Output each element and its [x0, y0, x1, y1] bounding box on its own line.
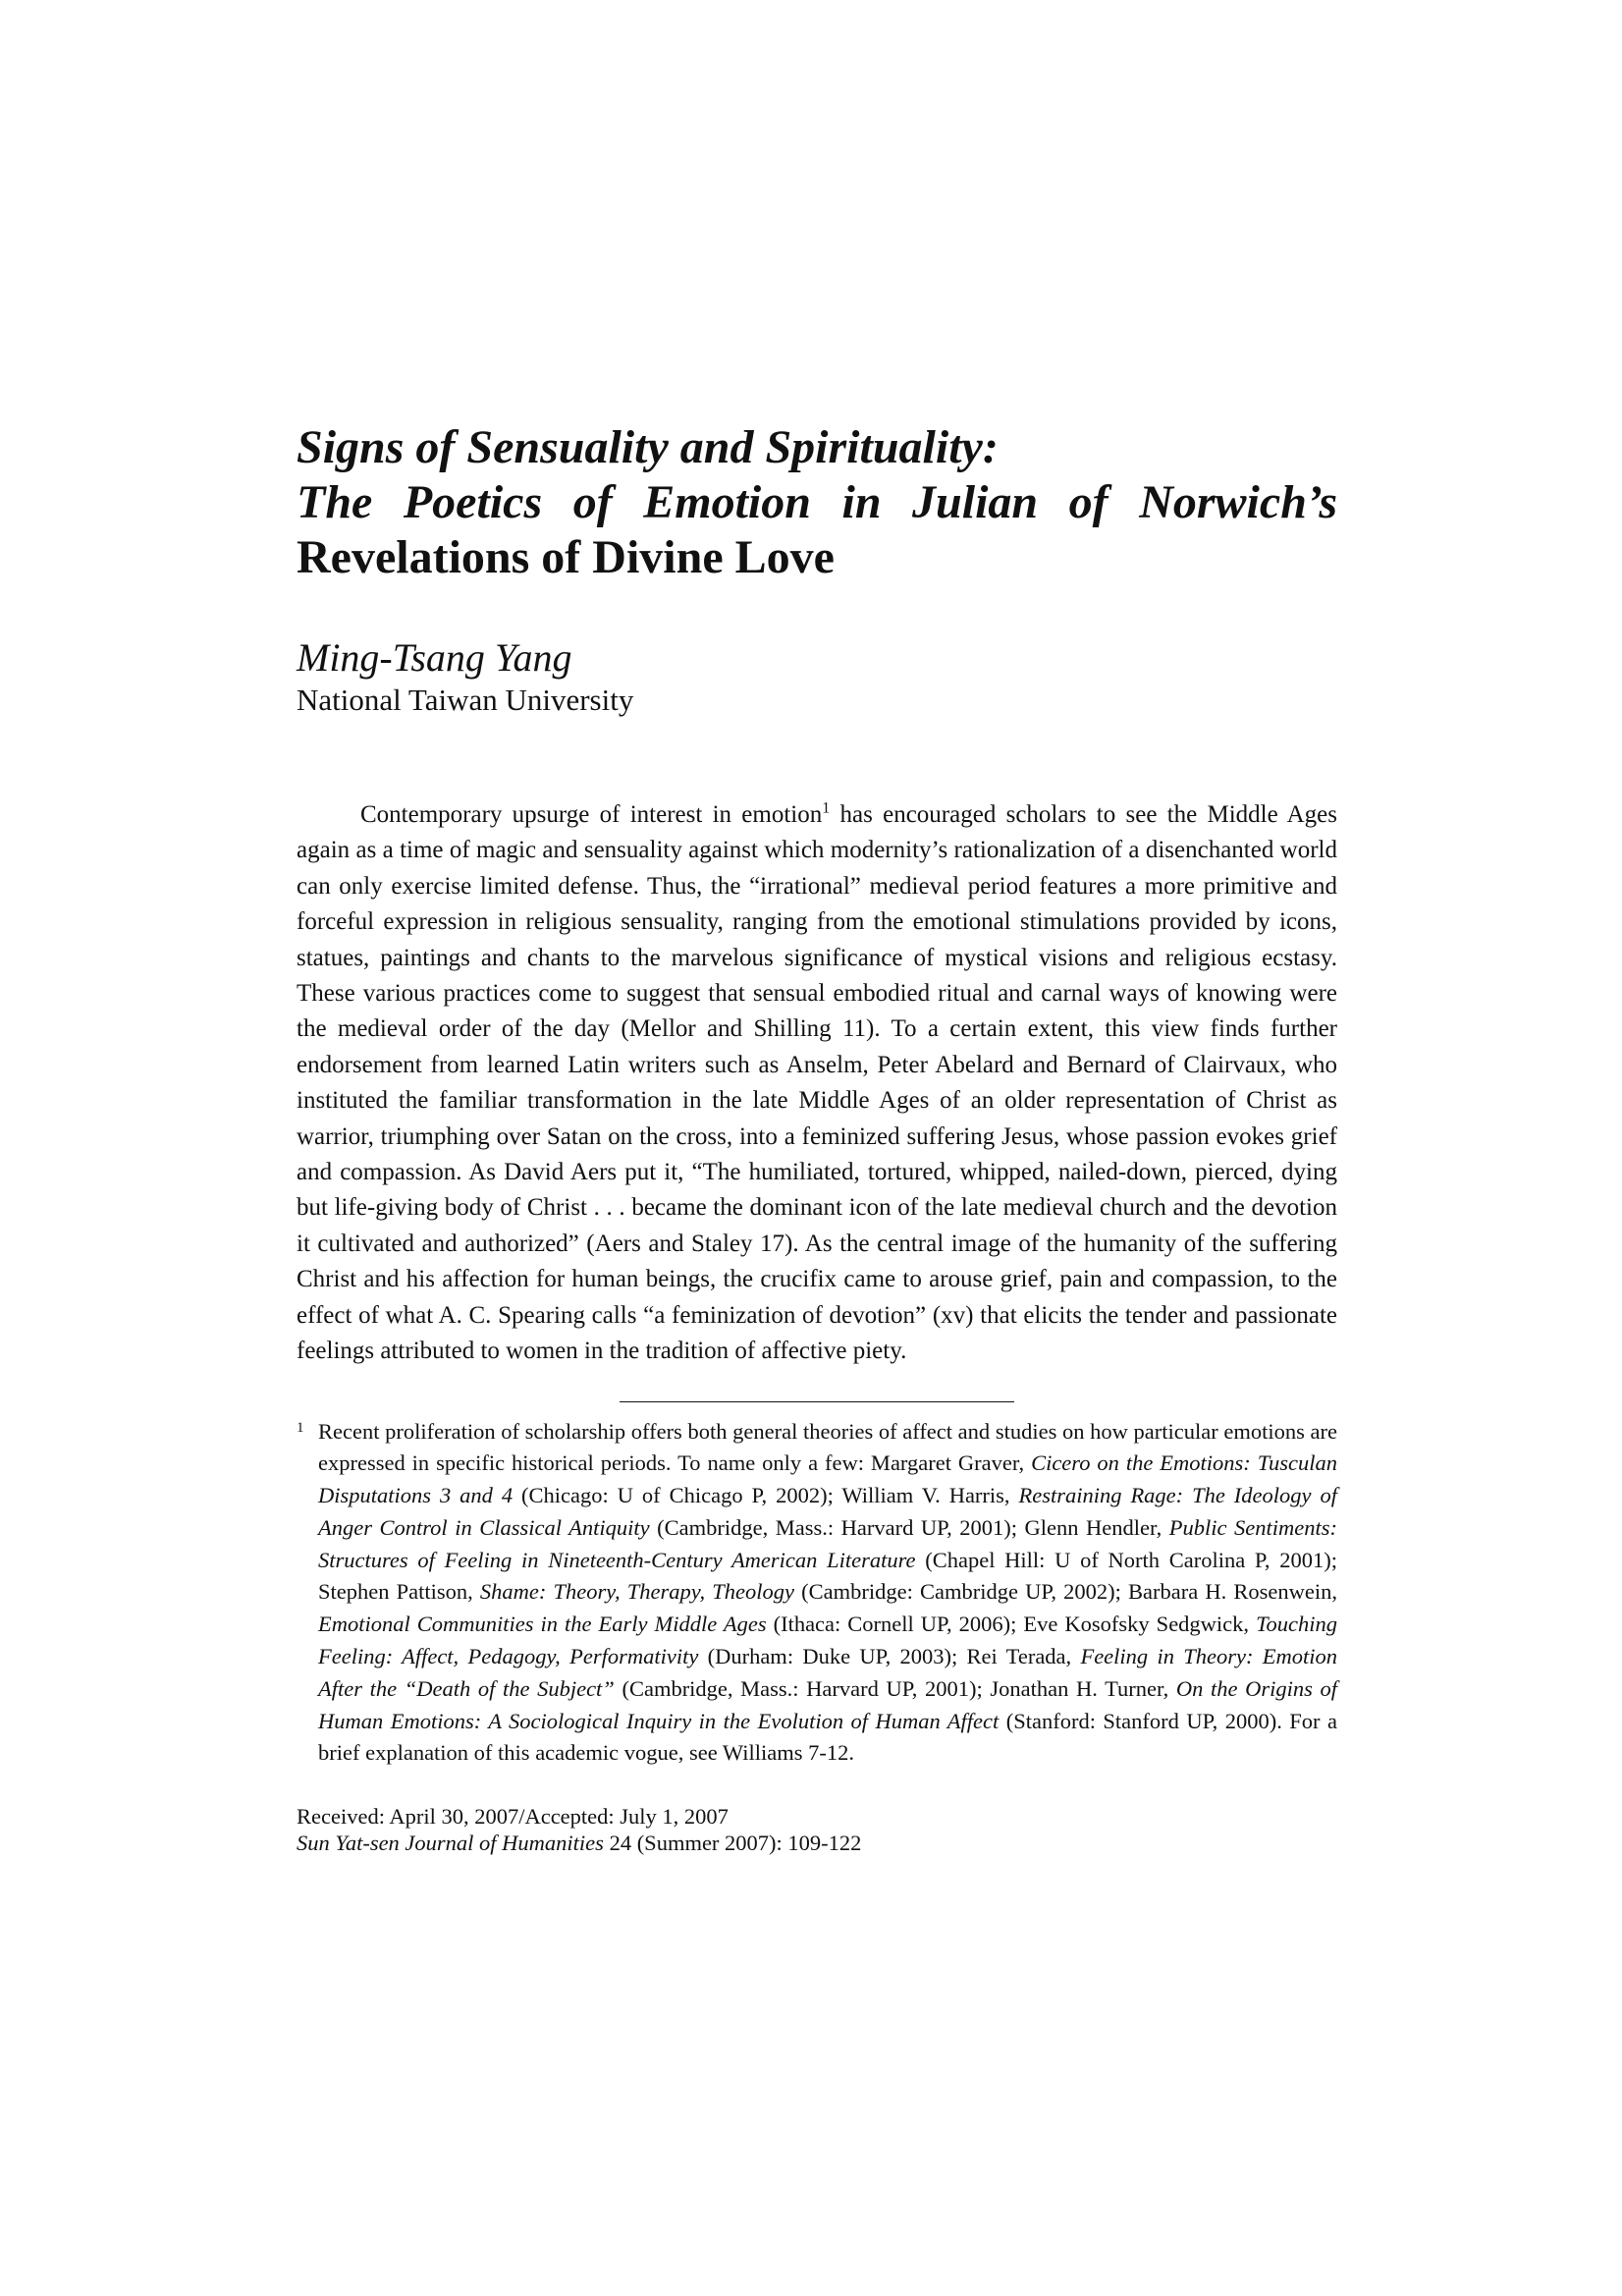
footnote-book-title: Touching Feeling: Affect, Pedagogy, Performativity: [318, 1612, 1337, 1669]
footnote-text: (Chicago: U of Chicago P, 2002); William V. Harris,: [513, 1483, 1019, 1508]
footnote-text: (Chapel Hill: U of North Carolina P, 2001); Stephen Pattison,: [318, 1547, 1337, 1605]
author-affiliation: National Taiwan University: [297, 683, 634, 717]
footnote-reference: 1: [822, 799, 831, 817]
footnote-text: (Stanford: Stanford UP, 2000). For a brief explanation of this academic vogue, see Williams 7-12.: [318, 1708, 1337, 1766]
journal-citation: [297, 1830, 1337, 1856]
footnote: [297, 1416, 1337, 1771]
footnote-text: Recent proliferation of scholarship offers both general theories of affect and studies on how particular emotions are expressed in specific historical periods. To name only a few: Margaret Graver,: [318, 1418, 1337, 1476]
footnote-book-title: Restraining Rage: The Ideology of Anger Control in Classical Antiquity: [318, 1483, 1337, 1540]
footnote-text: (Cambridge, Mass.: Harvard UP, 2001); Glenn Hendler,: [649, 1514, 1169, 1540]
author-name: Ming-Tsang Yang: [297, 635, 572, 680]
footnote-text: (Ithaca: Cornell UP, 2006); Eve Kosofsky Sedgwick,: [766, 1612, 1257, 1637]
received-date: Received: April 30, 2007/Accepted: July 1, 2007: [297, 1804, 729, 1830]
journal-name: Sun Yat-sen Journal of Humanities: [297, 1831, 604, 1856]
body-paragraph: [297, 797, 1337, 1370]
footnote-text: (Cambridge: Cambridge UP, 2002); Barbara H. Rosenwein,: [794, 1579, 1337, 1605]
title-line-2: The Poetics of Emotion in Julian of Norwich’s: [297, 476, 1337, 528]
footnote-book-title: On the Origins of Human Emotions: A Sociological Inquiry in the Evolution of Human Affect: [318, 1675, 1337, 1733]
footnote-divider: [620, 1401, 1014, 1402]
article-page: [297, 420, 1337, 1856]
footnote-text: (Cambridge, Mass.: Harvard UP, 2001); Jonathan H. Turner,: [614, 1675, 1176, 1701]
footnote-book-title: Cicero on the Emotions: Tusculan Disputations 3 and 4: [318, 1450, 1337, 1508]
footnote-book-title: Shame: Theory, Therapy, Theology: [479, 1579, 795, 1605]
footnote-text: (Durham: Duke UP, 2003); Rei Terada,: [698, 1644, 1081, 1669]
footnote-book-title: Feeling in Theory: Emotion After the “Death of the Subject”: [318, 1644, 1337, 1701]
publication-info: [297, 1803, 1337, 1856]
article-title: [297, 420, 1337, 585]
footnote-book-title: Emotional Communities in the Early Middle Ages: [318, 1612, 767, 1637]
author-block: [297, 634, 1337, 719]
body-text-start: Contemporary upsurge of interest in emotion: [360, 801, 823, 828]
title-line-3: Revelations of Divine Love: [297, 531, 835, 583]
body-text-rest: has encouraged scholars to see the Middle Ages again as a time of magic and sensuality against which modernity’s rationalization of a disenchanted world can only exercise limited defense. Thus, the “irrational” medieval period features a more primitive and forceful expression in religious sensuality, ranging from the emotional stimulations provided by icons, statues, paintings and chants to the marvelous significance of mystical visions and religious ecstasy. These various practices come to suggest that sensual embodied ritual and carnal ways of knowing were the medieval order of the day (Mellor and Shilling 11). To a certain extent, this view finds further endorsement from learned Latin writers such as Anselm, Peter Abelard and Bernard of Clairvaux, who instituted the familiar transformation in the late Middle Ages of an older representation of Christ as warrior, triumphing over Satan on the cross, into a feminized suffering Jesus, whose passion evokes grief and compassion. As David Aers put it, “The humiliated, tortured, whipped, nailed-down, pierced, dying but life-giving body of Christ . . . became the dominant icon of the late medieval church and the devotion it cultivated and authorized” (Aers and Staley 17). As the central image of the humanity of the suffering Christ and his affection for human beings, the crucifix came to arouse grief, pain and compassion, to the effect of what A. C. Spearing calls “a feminization of devotion” (xv) that elicits the tender and passionate feelings attributed to women in the tradition of affective piety.: [297, 801, 1337, 1365]
footnote-book-title: Public Sentiments: Structures of Feeling in Nineteenth-Century American Literature: [318, 1514, 1337, 1572]
footnote-mark: 1: [297, 1419, 304, 1436]
title-line-1: Signs of Sensuality and Spirituality:: [297, 421, 999, 473]
journal-issue: 24 (Summer 2007): 109-122: [603, 1831, 862, 1856]
